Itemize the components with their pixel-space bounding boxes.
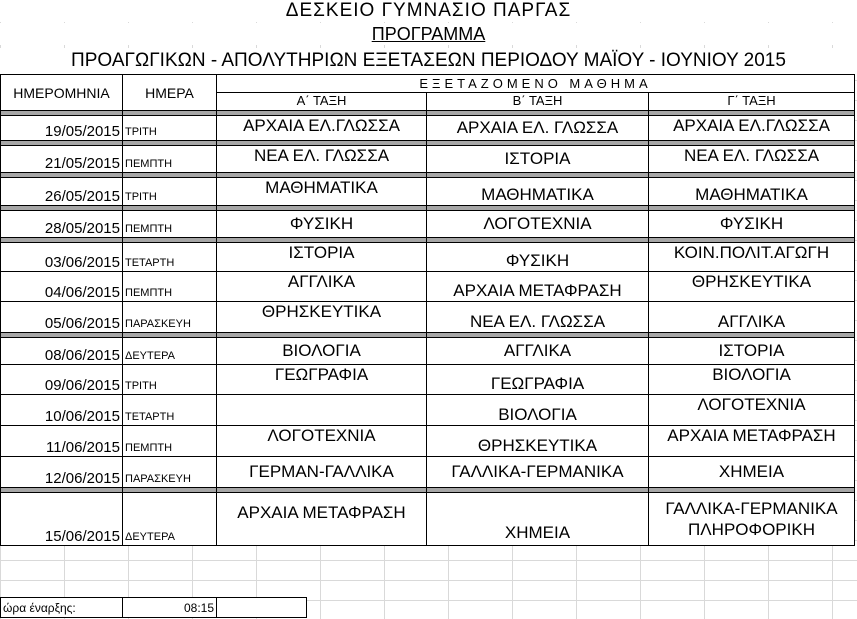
grade-b-cell[interactable]: ΦΥΣΙΚΗ	[427, 243, 649, 272]
grade-c-cell[interactable]: ΛΟΓΟΤΕΧΝΙΑ	[649, 395, 855, 426]
grade-a-cell[interactable]: ΓΕΡΜΑΝ-ΓΑΛΛΙΚΑ	[217, 457, 427, 488]
grade-c-cell[interactable]: ΒΙΟΛΟΓΙΑ	[649, 365, 855, 395]
grade-c-subject-2: ΠΛΗΡΟΦΟΡΙΚΗ	[688, 520, 815, 539]
table-row	[1, 426, 855, 457]
grade-b-cell[interactable]: ΑΓΓΛΙΚΑ	[427, 338, 649, 365]
grade-a-cell[interactable]: ΘΡΗΣΚΕΥΤΙΚΑ	[217, 302, 427, 333]
table-row	[1, 178, 855, 206]
day-cell[interactable]: ΠΕΜΠΤΗ	[123, 272, 217, 302]
table-row	[1, 457, 855, 488]
day-cell[interactable]: ΠΕΜΠΤΗ	[123, 146, 217, 173]
date-cell[interactable]: 15/06/2015	[1, 493, 123, 546]
day-cell[interactable]: ΤΡΙΤΗ	[123, 116, 217, 141]
grade-b-cell[interactable]: ΜΑΘΗΜΑΤΙΚΑ	[427, 178, 649, 206]
start-time-table	[0, 597, 307, 618]
grade-a-cell[interactable]: ΜΑΘΗΜΑΤΙΚΑ	[217, 178, 427, 206]
day-cell[interactable]: ΠΕΜΠΤΗ	[123, 211, 217, 238]
table-row	[1, 302, 855, 333]
grade-c-cell[interactable]: ΑΡΧΑΙΑ ΜΕΤΑΦΡΑΣΗ	[649, 426, 855, 457]
grade-c-cell[interactable]: ΑΡΧΑΙΑ ΕΛ.ΓΛΩΣΣΑ	[649, 116, 855, 141]
start-time-label[interactable]: ώρα έναρξης:	[1, 598, 123, 618]
date-cell[interactable]: 28/05/2015	[1, 211, 123, 238]
empty-cell[interactable]	[217, 598, 307, 618]
date-cell[interactable]: 05/06/2015	[1, 302, 123, 333]
column-header-date[interactable]: ΗΜΕΡΟΜΗΝΙΑ	[1, 75, 123, 111]
table-row	[1, 395, 855, 426]
date-cell[interactable]: 10/06/2015	[1, 395, 123, 426]
grade-c-cell[interactable]: ΑΓΓΛΙΚΑ	[649, 302, 855, 333]
grade-c-cell[interactable]	[649, 493, 855, 546]
table-row	[1, 116, 855, 141]
grade-b-header[interactable]: Β΄ ΤΑΞΗ	[427, 93, 649, 111]
date-cell[interactable]: 08/06/2015	[1, 338, 123, 365]
table-row	[1, 243, 855, 272]
grade-a-cell[interactable]: ΑΓΓΛΙΚΑ	[217, 272, 427, 302]
table-row	[1, 338, 855, 365]
grade-a-cell[interactable]: ΙΣΤΟΡΙΑ	[217, 243, 427, 272]
start-time-row	[1, 598, 307, 618]
grade-b-cell[interactable]: ΘΡΗΣΚΕΥΤΙΚΑ	[427, 426, 649, 457]
date-cell[interactable]: 03/06/2015	[1, 243, 123, 272]
day-cell[interactable]: ΠΑΡΑΣΚΕΥΗ	[123, 302, 217, 333]
day-cell[interactable]: ΤΡΙΤΗ	[123, 365, 217, 395]
grade-a-cell[interactable]: ΦΥΣΙΚΗ	[217, 211, 427, 238]
date-cell[interactable]: 09/06/2015	[1, 365, 123, 395]
grade-c-subject-1: ΓΑΛΛΙΚΑ-ΓΕΡΜΑΝΙΚΑ	[665, 499, 838, 518]
grade-b-cell[interactable]: ΑΡΧΑΙΑ ΜΕΤΑΦΡΑΣΗ	[427, 272, 649, 302]
table-row	[1, 272, 855, 302]
school-title: ΔΕΣΚΕΙΟ ΓΥΜΝΑΣΙΟ ΠΑΡΓΑΣ	[0, 0, 857, 22]
date-cell[interactable]: 19/05/2015	[1, 116, 123, 141]
grade-a-cell[interactable]: ΑΡΧΑΙΑ ΜΕΤΑΦΡΑΣΗ	[217, 493, 427, 546]
grade-b-cell[interactable]: ΧΗΜΕΙΑ	[427, 493, 649, 546]
grade-a-cell[interactable]: ΝΕΑ ΕΛ. ΓΛΩΣΣΑ	[217, 146, 427, 173]
grade-c-cell[interactable]: ΧΗΜΕΙΑ	[649, 457, 855, 488]
date-cell[interactable]: 26/05/2015	[1, 178, 123, 206]
table-row	[1, 211, 855, 238]
grade-b-cell[interactable]: ΒΙΟΛΟΓΙΑ	[427, 395, 649, 426]
exam-period-title: ΠΡΟΑΓΩΓΙΚΩΝ - ΑΠΟΛΥΤΗΡΙΩΝ ΕΞΕΤΑΣΕΩΝ ΠΕΡΙΟΔΟΥ ΜΑΪΟΥ - ΙΟΥΝΙΟΥ 2015	[0, 48, 857, 74]
program-title: ΠΡΟΓΡΑΜΜΑ	[0, 23, 857, 45]
grade-a-cell[interactable]: ΓΕΩΓΡΑΦΙΑ	[217, 365, 427, 395]
grade-b-cell[interactable]: ΙΣΤΟΡΙΑ	[427, 146, 649, 173]
grade-b-cell[interactable]: ΓΑΛΛΙΚΑ-ΓΕΡΜΑΝΙΚΑ	[427, 457, 649, 488]
grade-a-cell[interactable]: ΛΟΓΟΤΕΧΝΙΑ	[217, 426, 427, 457]
column-header-day[interactable]: ΗΜΕΡΑ	[123, 75, 217, 111]
day-cell[interactable]: ΠΕΜΠΤΗ	[123, 426, 217, 457]
day-cell[interactable]: ΠΑΡΑΣΚΕΥΗ	[123, 457, 217, 488]
grade-c-header[interactable]: Γ΄ ΤΑΞΗ	[649, 93, 855, 111]
grade-a-cell[interactable]	[217, 395, 427, 426]
grade-b-cell[interactable]: ΑΡΧΑΙΑ ΕΛ. ΓΛΩΣΣΑ	[427, 116, 649, 141]
exam-schedule-table	[0, 74, 855, 546]
table-row	[1, 146, 855, 173]
day-cell[interactable]: ΤΕΤΑΡΤΗ	[123, 395, 217, 426]
grade-c-cell[interactable]: ΦΥΣΙΚΗ	[649, 211, 855, 238]
day-cell[interactable]: ΤΕΤΑΡΤΗ	[123, 243, 217, 272]
grade-c-cell[interactable]: ΝΕΑ ΕΛ. ΓΛΩΣΣΑ	[649, 146, 855, 173]
date-cell[interactable]: 11/06/2015	[1, 426, 123, 457]
day-cell[interactable]: ΔΕΥΤΕΡΑ	[123, 338, 217, 365]
day-cell[interactable]: ΤΡΙΤΗ	[123, 178, 217, 206]
grade-b-cell[interactable]: ΝΕΑ ΕΛ. ΓΛΩΣΣΑ	[427, 302, 649, 333]
date-cell[interactable]: 21/05/2015	[1, 146, 123, 173]
date-cell[interactable]: 04/06/2015	[1, 272, 123, 302]
grade-c-cell[interactable]: ΙΣΤΟΡΙΑ	[649, 338, 855, 365]
grade-c-cell[interactable]: ΜΑΘΗΜΑΤΙΚΑ	[649, 178, 855, 206]
grade-a-header[interactable]: Α΄ ΤΑΞΗ	[217, 93, 427, 111]
grade-a-cell[interactable]: ΒΙΟΛΟΓΙΑ	[217, 338, 427, 365]
column-header-subject[interactable]: ΕΞΕΤΑΖΟΜΕΝΟ ΜΑΘΗΜΑ	[217, 75, 855, 93]
table-row	[1, 365, 855, 395]
table-row	[1, 493, 855, 546]
grade-a-cell[interactable]: ΑΡΧΑΙΑ ΕΛ.ΓΛΩΣΣΑ	[217, 116, 427, 141]
grade-b-cell[interactable]: ΛΟΓΟΤΕΧΝΙΑ	[427, 211, 649, 238]
grade-c-cell[interactable]: ΚΟΙΝ.ΠΟΛΙΤ.ΑΓΩΓΗ	[649, 243, 855, 272]
grade-b-cell[interactable]: ΓΕΩΓΡΑΦΙΑ	[427, 365, 649, 395]
date-cell[interactable]: 12/06/2015	[1, 457, 123, 488]
start-time-value[interactable]: 08:15	[123, 598, 217, 618]
grade-c-cell[interactable]: ΘΡΗΣΚΕΥΤΙΚΑ	[649, 272, 855, 302]
table-header-row	[1, 75, 855, 93]
day-cell[interactable]: ΔΕΥΤΕΡΑ	[123, 493, 217, 546]
